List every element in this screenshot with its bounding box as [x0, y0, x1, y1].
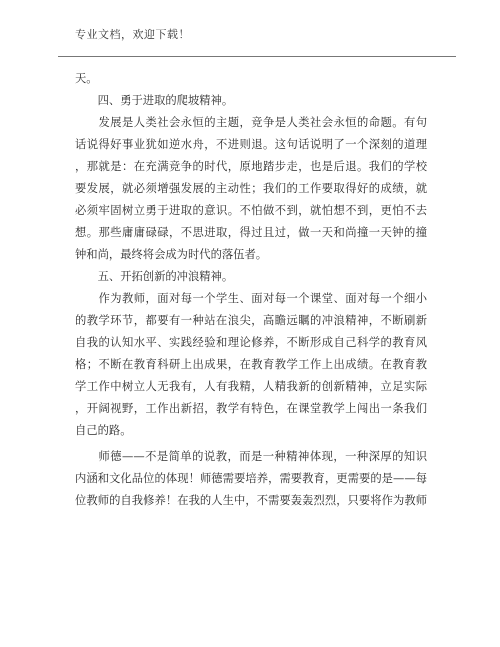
- text-line: ，那就是：在充满竞争的时代，原地踏步走，也是后退。我们的学校: [75, 160, 427, 173]
- text-line: 格；不断在教育科研上出成果，在教育教学工作上出成绩。在教育教: [75, 358, 427, 371]
- text-line: 内涵和文化品位的体现！师德需要培养，需要教育，更需要的是——每: [75, 472, 427, 485]
- header-divider: [58, 56, 456, 57]
- document-body: [75, 68, 427, 512]
- text-line: 自我的认知水平、实践经验和理论修养，不断形成自己科学的教育风: [75, 336, 427, 349]
- text-line: 想。那些庸庸碌碌，不思进取，得过且过，做一天和尚撞一天钟的撞: [75, 226, 427, 239]
- text-line: ，开阔视野，工作出新招，教学有特色，在课堂教学上闯出一条我们: [75, 402, 427, 415]
- text-line: 天。: [75, 72, 98, 85]
- section-heading: 四、勇于进取的爬坡精神。: [75, 94, 234, 107]
- text-line: 的教学环节，都要有一种站在浪尖，高瞻远瞩的冲浪精神，不断刷新: [75, 314, 427, 327]
- text-line: 自己的路。: [75, 424, 132, 437]
- text-line: 学工作中树立人无我有，人有我精，人精我新的创新精神，立足实际: [75, 380, 427, 393]
- text-line: 师德——不是简单的说教，而是一种精神体现，一种深厚的知识: [75, 450, 427, 463]
- text-line: 必须牢固树立勇于进取的意识。不怕做不到，就怕想不到，更怕不去: [75, 204, 427, 217]
- page-header-text: 专业文档，欢迎下载！: [75, 28, 190, 41]
- text-line: 话说得好事业犹如逆水舟，不进则退。这句话说明了一个深刻的道理: [75, 138, 427, 151]
- section-heading: 五、开拓创新的冲浪精神。: [75, 270, 234, 283]
- text-line: 发展是人类社会永恒的主题，竞争是人类社会永恒的命题。有句: [75, 116, 427, 129]
- text-line: 要发展，就必须增强发展的主动性；我们的工作要取得好的成绩，就: [75, 182, 427, 195]
- text-line: 作为教师，面对每一个学生、面对每一个课堂、面对每一个细小: [75, 292, 427, 305]
- text-line: 位教师的自我修养！在我的人生中，不需要轰轰烈烈，只要将作为教师: [75, 494, 427, 507]
- text-line: 钟和尚，最终将会成为时代的落伍者。: [75, 248, 268, 261]
